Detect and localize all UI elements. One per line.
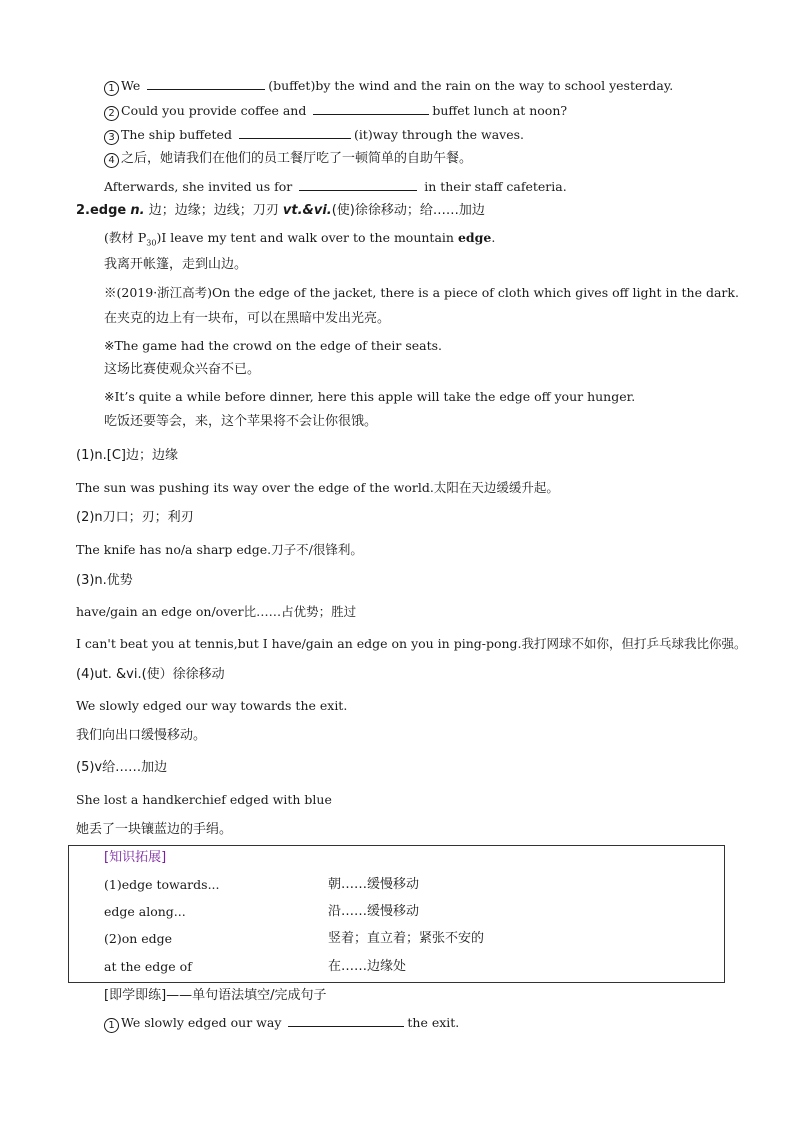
sense-example: She lost a handkerchief edged with blue — [76, 792, 332, 807]
knowledge-row-en: edge along... — [104, 904, 186, 919]
circled-number: 4 — [104, 153, 119, 168]
sense-example: The sun was pushing its way over the edge of the world.太阳在天边缓缓升起。 — [76, 480, 559, 495]
sense-example-cn: 她丢了一块镶蓝边的手绢。 — [76, 822, 233, 837]
answer-blank[interactable] — [299, 178, 417, 191]
sense-phrase: have/gain an edge on/over比……占优势；胜过 — [76, 604, 357, 619]
sense-heading: (3)n.优势 — [76, 573, 133, 588]
entry-word: 2.edge — [76, 203, 127, 218]
example-dinner: ※It’s quite a while before dinner, here this apple will take the edge off your hunger. — [104, 389, 636, 404]
knowledge-row-cn: 竖着；直立着；紧张不安的 — [328, 931, 485, 946]
exercise-item-3: 3 The ship buffeted (it)way through the waves. — [104, 126, 524, 145]
sense-heading: (4)ut. &vi.(使）徐徐移动 — [76, 667, 225, 682]
example-game-cn: 这场比赛使观众兴奋不已。 — [104, 362, 261, 377]
knowledge-row-en: (1)edge towards... — [104, 877, 220, 892]
example-textbook-cn: 我离开帐篷，走到山边。 — [104, 257, 248, 272]
circled-number: 1 — [104, 81, 119, 96]
sense-example-cn: 我们向出口缓慢移动。 — [76, 728, 207, 743]
knowledge-row-cn: 沿……缓慢移动 — [328, 904, 420, 919]
entry-heading: 2.edge n. 边；边缘；边线；刀刃 vt.&vi.(使)徐徐移动；给……加边 — [76, 203, 485, 218]
exercise-item-2: 2 Could you provide coffee and buffet lunch at noon? — [104, 102, 567, 121]
answer-blank[interactable] — [147, 77, 265, 90]
knowledge-row-en: at the edge of — [104, 959, 192, 974]
exercise-item-4-cn: 4 之后，她请我们在他们的员工餐厅吃了一顿简单的自助午餐。 — [104, 151, 472, 168]
example-game: ※The game had the crowd on the edge of their seats. — [104, 338, 442, 353]
circled-number: 3 — [104, 130, 119, 145]
answer-blank[interactable] — [239, 126, 351, 139]
practice-item-1: 1 We slowly edged our way the exit. — [104, 1014, 459, 1033]
answer-blank[interactable] — [288, 1014, 404, 1027]
practice-title: [即学即练]——单句语法填空/完成句子 — [104, 988, 327, 1003]
exercise-item-1: 1 We (buffet)by the wind and the rain on the way to school yesterday. — [104, 77, 673, 96]
example-textbook: (教材 $P_{30})I$ leave my tent and walk over to the mountain edge. — [104, 230, 496, 248]
sense-heading: (1)n.[C]边；边缘 — [76, 448, 179, 463]
example-dinner-cn: 吃饭还要等会，来，这个苹果将不会让你很饿。 — [104, 414, 378, 429]
knowledge-row-cn: 在……边缘处 — [328, 959, 407, 974]
knowledge-box-title: [知识拓展] — [104, 850, 167, 865]
knowledge-row-cn: 朝……缓慢移动 — [328, 877, 420, 892]
sense-example: I can't beat you at tennis,but I have/gain an edge on you in ping-pong.我打网球不如你，但打乒乓球我比你强。 — [76, 636, 747, 651]
circled-number: 2 — [104, 106, 119, 121]
circled-number: 1 — [104, 1018, 119, 1033]
sense-heading: (5)v给……加边 — [76, 760, 168, 775]
answer-blank[interactable] — [313, 102, 429, 115]
example-gaokao-cn: 在夹克的边上有一块布，可以在黑暗中发出光亮。 — [104, 311, 391, 326]
knowledge-row-en: (2)on edge — [104, 931, 173, 946]
sense-example: We slowly edged our way towards the exit. — [76, 698, 348, 713]
sense-heading: (2)n刀口；刃；利刃 — [76, 510, 194, 525]
example-gaokao: ※(2019·浙江高考)On the edge of the jacket, there is a piece of cloth which gives off light in the dark. — [104, 285, 739, 300]
exercise-item-4-en: Afterwards, she invited us for in their staff cafeteria. — [104, 179, 567, 194]
sense-example: The knife has no/a sharp edge.刀子不/很锋利。 — [76, 542, 363, 557]
